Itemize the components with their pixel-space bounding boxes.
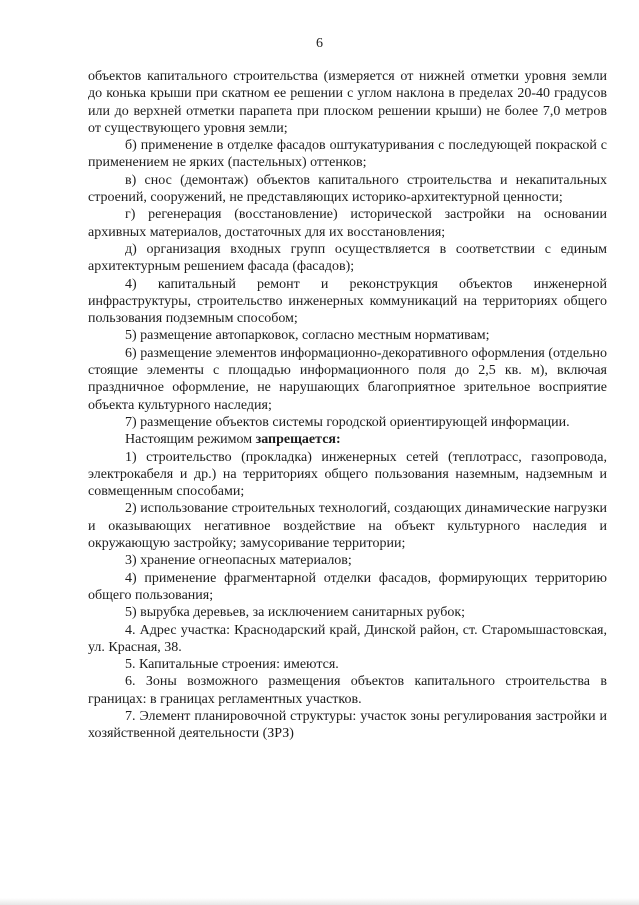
paragraph-continuation: объектов капитального строительства (измеряется от нижней отметки уровня земли до конька крыши при скатном ее решении с углом наклона в пределах 20-40 градусов или до верхней отметки парапета при плоском решении крыши) не более 7,0 метров от существующего уровня земли; (88, 69, 607, 136)
prohibited-item-1: 1) строительство (прокладка) инженерных сетей (теплотрасс, газопровода, электрокабеля и др.) на территориях общего пользования наземным, надземным и совмещенным способами; (88, 449, 607, 500)
paragraph-item-v: в) снос (демонтаж) объектов капитального строительства и некапитальных строений, сооружений, не представляющих историко-архитектурной ценности; (88, 172, 607, 206)
prohibited-item-3: 3) хранение огнеопасных материалов; (125, 553, 352, 569)
regime-prohibited-label: запрещается: (255, 432, 341, 448)
document-body (88, 68, 607, 743)
regime-heading (88, 431, 607, 448)
page-number: 6 (316, 36, 323, 51)
prohibited-item-2: 2) использование строительных технологий, создающих динамические нагрузки и оказывающих негативное воздействие на объект культурного наследия и окружающую застройку; замусоривание территории; (88, 501, 607, 552)
paragraph-item-4: 4) капитальный ремонт и реконструкция объектов инженерной инфраструктуры, строительство инженерных коммуникаций на территориях общего пользования подземным способом; (88, 276, 607, 327)
paragraph-item-g: г) регенерация (восстановление) исторической застройки на основании архивных материалов, достаточных для их восстановления; (88, 207, 607, 240)
prohibited-item-4: 4) применение фрагментарной отделки фасадов, формирующих территорию общего пользования; (88, 570, 607, 603)
section-address: 4. Адрес участка: Краснодарский край, Динской район, ст. Старомышастовская, ул. Красная, 38. (88, 622, 607, 655)
paragraph-item-5: 5) размещение автопарковок, согласно местным нормативам; (125, 328, 490, 344)
paragraph-item-6: 6) размещение элементов информационно-декоративного оформления (отдельно стоящие элементы с площадью информационного поля до 2,5 кв. м), включая праздничное оформление, не нарушающих благоприятное зрительное восприятие объекта культурного наследия; (88, 345, 607, 413)
paragraph-item-7: 7) размещение объектов системы городской ориентирующей информации. (125, 414, 570, 430)
regime-prefix: Настоящим режимом (125, 432, 256, 448)
section-placement-zones: 6. Зоны возможного размещения объектов капитального строительства в границах: в границах регламентных участков. (88, 674, 607, 707)
section-planning-element: 7. Элемент планировочной структуры: участок зоны регулирования застройки и хозяйственной деятельности (ЗРЗ) (88, 708, 607, 742)
page-bottom-edge (0, 898, 639, 905)
prohibited-item-5: 5) вырубка деревьев, за исключением санитарных рубок; (125, 605, 466, 621)
section-capital-buildings: 5. Капитальные строения: имеются. (125, 657, 339, 673)
paragraph-item-d: д) организация входных групп осуществляется в соответствии с единым архитектурным решением фасада (фасадов); (88, 241, 607, 275)
paragraph-item-b: б) применение в отделке фасадов оштукатуривания с последующей покраской с применением не ярких (пастельных) оттенков; (88, 138, 607, 171)
